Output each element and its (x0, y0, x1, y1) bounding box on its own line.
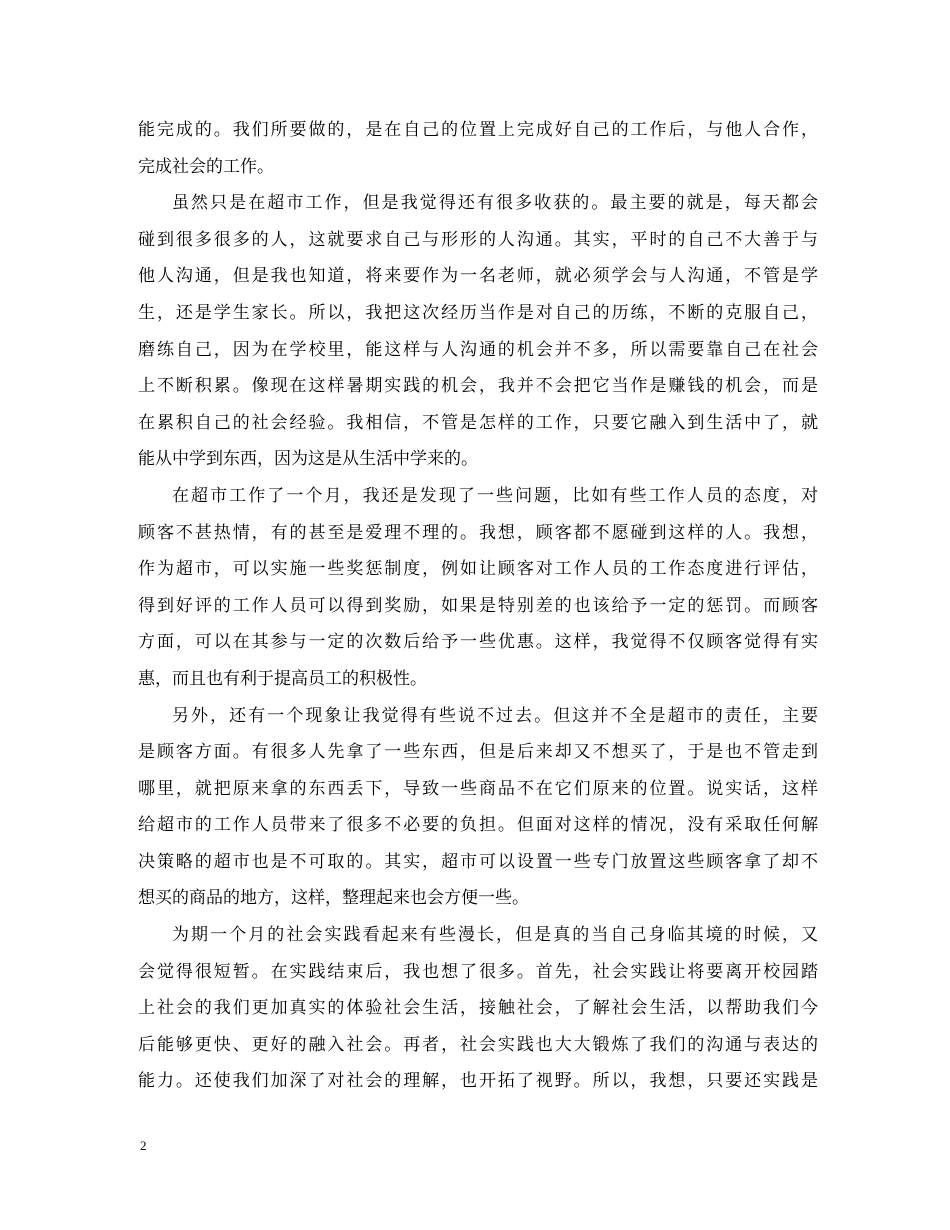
text-line: 另外，还有一个现象让我觉得有些说不过去。但这并不全是超市的责任，主要 (172, 705, 818, 726)
text-line: 为期一个月的社会实践看起来有些漫长，但是真的当自己身临其境的时候，又 (172, 925, 818, 946)
paragraph (138, 112, 818, 185)
text-line: 他人沟通，但是我也知道，将来要作为一名老师，就必须学会与人沟通，不管是学 (138, 266, 818, 287)
text-line: 能力。还使我们加深了对社会的理解，也开拓了视野。所以，我想，只要还实践是 (138, 1071, 818, 1092)
text-line: 在累积自己的社会经验。我相信，不管是怎样的工作，只要它融入到生活中了，就 (138, 412, 818, 433)
text-line: 能从中学到东西，因为这是从生活中学来的。 (138, 449, 478, 470)
text-line: 作为超市，可以实施一些奖惩制度，例如让顾客对工作人员的工作态度进行评估， (138, 559, 818, 580)
text-line: 能完成的。我们所要做的，是在自己的位置上完成好自己的工作后，与他人合作， (138, 120, 818, 140)
text-line: 后能够更快、更好的融入社会。再者，社会实践也大大锻炼了我们的沟通与表达的 (138, 1034, 818, 1055)
text-line: 上不断积累。像现在这样暑期实践的机会，我并不会把它当作是赚钱的机会，而是 (138, 376, 818, 397)
text-line: 顾客不甚热情，有的甚至是爱理不理的。我想，顾客都不愿碰到这样的人。我想， (138, 522, 818, 543)
text-line: 是顾客方面。有很多人先拿了一些东西，但是后来却又不想买了，于是也不管走到 (138, 742, 818, 763)
text-line: 哪里，就把原来拿的东西丢下，导致一些商品不在它们原来的位置。说实话，这样 (138, 778, 818, 799)
text-line: 会觉得很短暂。在实践结束后，我也想了很多。首先，社会实践让将要离开校园踏 (138, 961, 818, 982)
text-line: 想买的商品的地方，这样，整理起来也会方便一些。 (138, 888, 529, 909)
text-line: 碰到很多很多的人，这就要求自己与形形的人沟通。其实，平时的自己不大善于与 (138, 229, 818, 250)
text-line: 磨练自己，因为在学校里，能这样与人沟通的机会并不多，所以需要靠自己在社会 (138, 339, 818, 360)
text-line: 决策略的超市也是不可取的。其实，超市可以设置一些专门放置这些顾客拿了却不 (138, 851, 818, 872)
text-line: 生，还是学生家长。所以，我把这次经历当作是对自己的历练，不断的克服自己， (138, 302, 818, 323)
text-line: 给超市的工作人员带来了很多不必要的负担。但面对这样的情况，没有采取任何解 (138, 815, 818, 836)
paragraph (138, 698, 818, 918)
text-line: 完成社会的工作。 (138, 156, 274, 177)
paragraph (138, 478, 818, 698)
text-line: 惠，而且也有利于提高员工的积极性。 (138, 668, 427, 689)
paragraph (138, 917, 818, 1100)
document-body (138, 112, 818, 1100)
text-line: 方面，可以在其参与一定的次数后给予一些优惠。这样，我觉得不仅顾客觉得有实 (138, 632, 818, 653)
text-line: 虽然只是在超市工作，但是我觉得还有很多收获的。最主要的就是，每天都会 (172, 193, 818, 214)
text-line: 在超市工作了一个月，我还是发现了一些问题，比如有些工作人员的态度，对 (172, 485, 818, 506)
text-line: 上社会的我们更加真实的体验社会生活，接触社会，了解社会生活，以帮助我们今 (138, 998, 818, 1019)
page-number: 2 (140, 1138, 147, 1153)
text-line: 得到好评的工作人员可以得到奖励，如果是特别差的也该给予一定的惩罚。而顾客 (138, 595, 818, 616)
paragraph (138, 185, 818, 478)
